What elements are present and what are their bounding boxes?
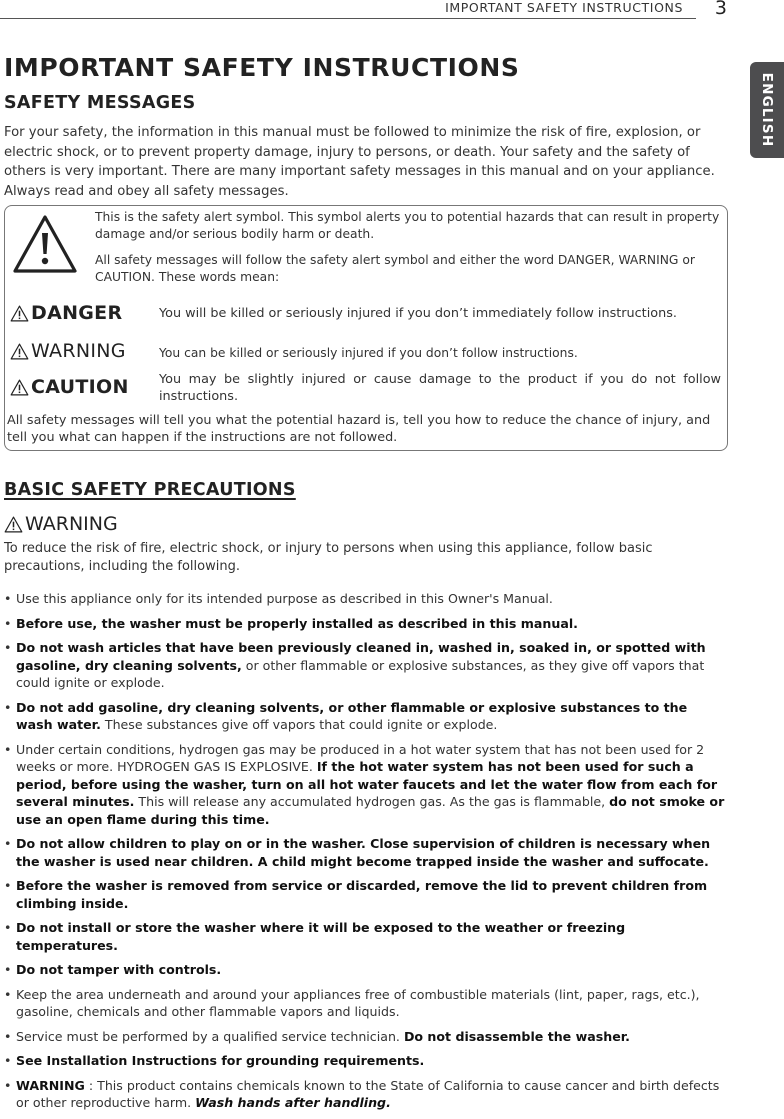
basic-precautions-heading: BASIC SAFETY PRECAUTIONS (4, 480, 296, 500)
list-item: • Service must be performed by a qualified service technician. Do not disassemble the washer. (4, 1028, 726, 1046)
warning-triangle-icon (10, 305, 29, 322)
list-item: • Do not add gasoline, dry cleaning solvents, or other flammable or explosive substances to the wash water. These substances give off vapors that could ignite or explode. (4, 699, 726, 734)
signal-word-description: You will be killed or seriously injured if you don’t immediately follow instructions. (159, 306, 677, 321)
page-number: 3 (714, 0, 727, 19)
language-tab-label: ENGLISH (759, 72, 775, 148)
warning-heading (4, 513, 118, 535)
list-item: • Keep the area underneath and around your appliances free of combustible materials (lint, paper, rags, etc.), gasoline, chemicals and other flammable vapors and liquids. (4, 986, 726, 1021)
signal-word-danger (10, 302, 122, 324)
page-title: IMPORTANT SAFETY INSTRUCTIONS (4, 53, 520, 82)
warning-heading-label: WARNING (25, 513, 118, 535)
signal-word-label: WARNING (31, 340, 126, 362)
signal-word-caution (10, 376, 129, 398)
language-tab (750, 62, 784, 158)
precautions-intro: To reduce the risk of fire, electric shock, or injury to persons when using this appliance, follow basic precautions, including the following. (4, 541, 653, 574)
signal-word-label: CAUTION (31, 376, 129, 398)
signal-word-warning (10, 340, 126, 362)
signal-words-intro: All safety messages will follow the safety alert symbol and either the word DANGER, WARNING or CAUTION. These words mean: (95, 253, 695, 284)
signal-word-description: You can be killed or seriously injured if you don’t follow instructions. (159, 346, 578, 360)
list-item: • Do not allow children to play on or in the washer. Close supervision of children is necessary when the washer is used near children. A child might become trapped inside the washer and suffocate. (4, 835, 726, 870)
list-item: • Before use, the washer must be properly installed as described in this manual. (4, 615, 726, 633)
alert-box-footer: All safety messages will tell you what the potential hazard is, tell you how to reduce the chance of injury, and tell you what can happen if the instructions are not followed. (7, 413, 711, 445)
running-header (0, 0, 784, 22)
list-item: • Before the washer is removed from service or discarded, remove the lid to prevent children from climbing inside. (4, 877, 726, 912)
list-item: • WARNING : This product contains chemicals known to the State of California to cause cancer and birth defects or other reproductive harm. Wash hands after handling. (4, 1077, 726, 1112)
running-header-title: IMPORTANT SAFETY INSTRUCTIONS (445, 0, 683, 15)
precautions-list (4, 590, 726, 1119)
list-item: • Do not tamper with controls. (4, 961, 726, 979)
header-rule (0, 18, 696, 19)
safety-alert-triangle-icon (10, 211, 80, 277)
signal-word-description: You may be slightly injured or cause damage to the product if you do not follow instructions. (159, 372, 721, 404)
list-item: • Use this appliance only for its intended purpose as described in this Owner's Manual. (4, 590, 726, 608)
warning-triangle-icon (10, 379, 29, 396)
list-item: • Do not install or store the washer where it will be exposed to the weather or freezing temperatures. (4, 919, 726, 954)
signal-word-label: DANGER (31, 302, 123, 324)
list-item: • Under certain conditions, hydrogen gas may be produced in a hot water system that has not been used for 2 weeks or more. HYDROGEN GAS IS EXPLOSIVE. If the hot water system has not been used for such a period, before using the washer, turn on all hot water faucets and let the water flow from each for several minutes. This will release any accumulated hydrogen gas. As the gas is flammable, do not smoke or use an open flame during this time. (4, 741, 726, 829)
safety-messages-intro: For your safety, the information in this manual must be followed to minimize the risk of fire, explosion, or electric shock, or to prevent property damage, injury to persons, or death. Your safety and the safety of others is very important. There are many important safety messages in this manual and on your appliance. Always read and obey all safety messages. (4, 125, 715, 199)
safety-messages-heading: SAFETY MESSAGES (4, 93, 196, 113)
alert-symbol-description: This is the safety alert symbol. This symbol alerts you to potential hazards that can result in property damage and/or serious bodily harm or death. (95, 210, 720, 241)
safety-alert-box (4, 205, 728, 451)
list-item: • Do not wash articles that have been previously cleaned in, washed in, soaked in, or spotted with gasoline, dry cleaning solvents, or other flammable or explosive substances, as they give off vapors that could ignite or explode. (4, 639, 726, 692)
warning-triangle-icon (10, 343, 29, 360)
warning-triangle-icon (4, 516, 23, 533)
list-item: • See Installation Instructions for grounding requirements. (4, 1052, 726, 1070)
